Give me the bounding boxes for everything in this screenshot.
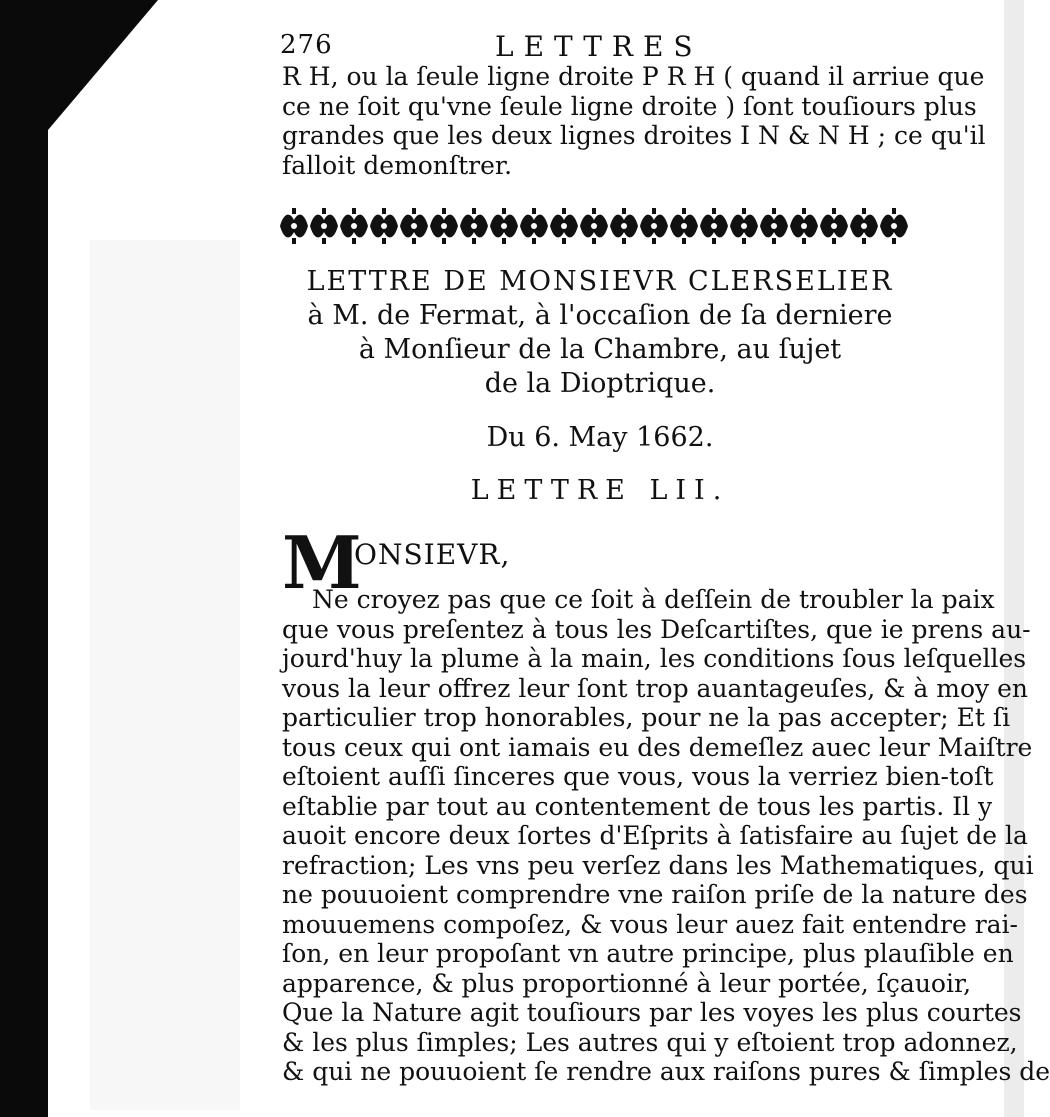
text-line: eſtoient auſſi ſinceres que vous, vous la verriez bien-toſt bbox=[282, 762, 994, 791]
page-number: 276 bbox=[280, 30, 333, 60]
letter-number: LETTRE LII. bbox=[470, 475, 730, 506]
title-line: LETTRE DE MONSIEVR CLERSELIER bbox=[306, 266, 894, 297]
text-line: R H, ou la ſeule ligne droite P R H ( quand il arriue que bbox=[282, 62, 985, 91]
text-line: & les plus ſimples; Les autres qui y eſtoient trop adonnez, bbox=[282, 1027, 1018, 1057]
text-line: vous la leur offrez leur ſont trop auantageuſes, & à moy en bbox=[282, 673, 1028, 703]
letter-date: Du 6. May 1662. bbox=[486, 422, 714, 453]
text-line: apparence, & plus proportionné à leur portée, ſçauoir, bbox=[282, 968, 972, 998]
drop-cap: M bbox=[282, 520, 362, 605]
letter-title bbox=[240, 265, 960, 401]
text-line: que vous preſentez à tous les Deſcartiſtes, que ie prens au- bbox=[282, 614, 1031, 644]
text-line: eſtablie par tout au contentement de tous les partis. Il y bbox=[282, 791, 993, 821]
title-line: de la Dioptrique. bbox=[484, 368, 716, 399]
text-line: Ne croyez pas que ce ſoit à deſſein de troubler la paix bbox=[312, 585, 995, 614]
text-line: Que la Nature agit touſiours par les voyes les plus courtes bbox=[282, 998, 1022, 1027]
continuation-paragraph bbox=[282, 62, 986, 180]
text-line: grandes que les deux lignes droites I N & N H ; ce qu'il bbox=[282, 121, 986, 150]
running-header bbox=[280, 30, 920, 63]
text-line: ce ne ſoit qu'vne ſeule ligne droite ) ſont touſiours plus bbox=[282, 91, 977, 121]
letter-body bbox=[282, 585, 1050, 1087]
salutation-text: ONSIEVR, bbox=[354, 538, 511, 571]
text-line: mouuemens compoſez, & vous leur auez fait entendre rai- bbox=[282, 909, 1018, 939]
text-line: tous ceux qui ont iamais eu des demeſlez auec leur Maiſtre bbox=[282, 732, 1033, 762]
text-line: ne pouuoient comprendre vne raiſon priſe de la nature des bbox=[282, 880, 1028, 909]
text-line: falloit demonſtrer. bbox=[282, 150, 513, 180]
text-line: jourd'huy la plume à la main, les conditions ſous leſquelles bbox=[282, 644, 1027, 673]
text-line: auoit encore deux ſortes d'Eſprits à ſatisfaire au ſujet de la bbox=[282, 821, 1028, 850]
text-line: refraction; Les vns peu verſez dans les Mathematiques, qui bbox=[282, 850, 1034, 880]
title-line: à M. de Fermat, à l'occaſion de ſa derniere bbox=[307, 300, 893, 331]
text-line: particulier trop honorables, pour ne la pas accepter; Et ſi bbox=[282, 703, 1011, 732]
text-line: & qui ne pouuoient ſe rendre aux raiſons pures & ſimples de bbox=[282, 1057, 1050, 1086]
text-line: ſon, en leur propoſant vn autre principe, plus plauſible en bbox=[282, 939, 1014, 968]
title-line: à Monſieur de la Chambre, au ſujet bbox=[358, 334, 842, 365]
running-title: LETTRES bbox=[495, 30, 703, 63]
fleuron-band-icon bbox=[280, 206, 920, 246]
